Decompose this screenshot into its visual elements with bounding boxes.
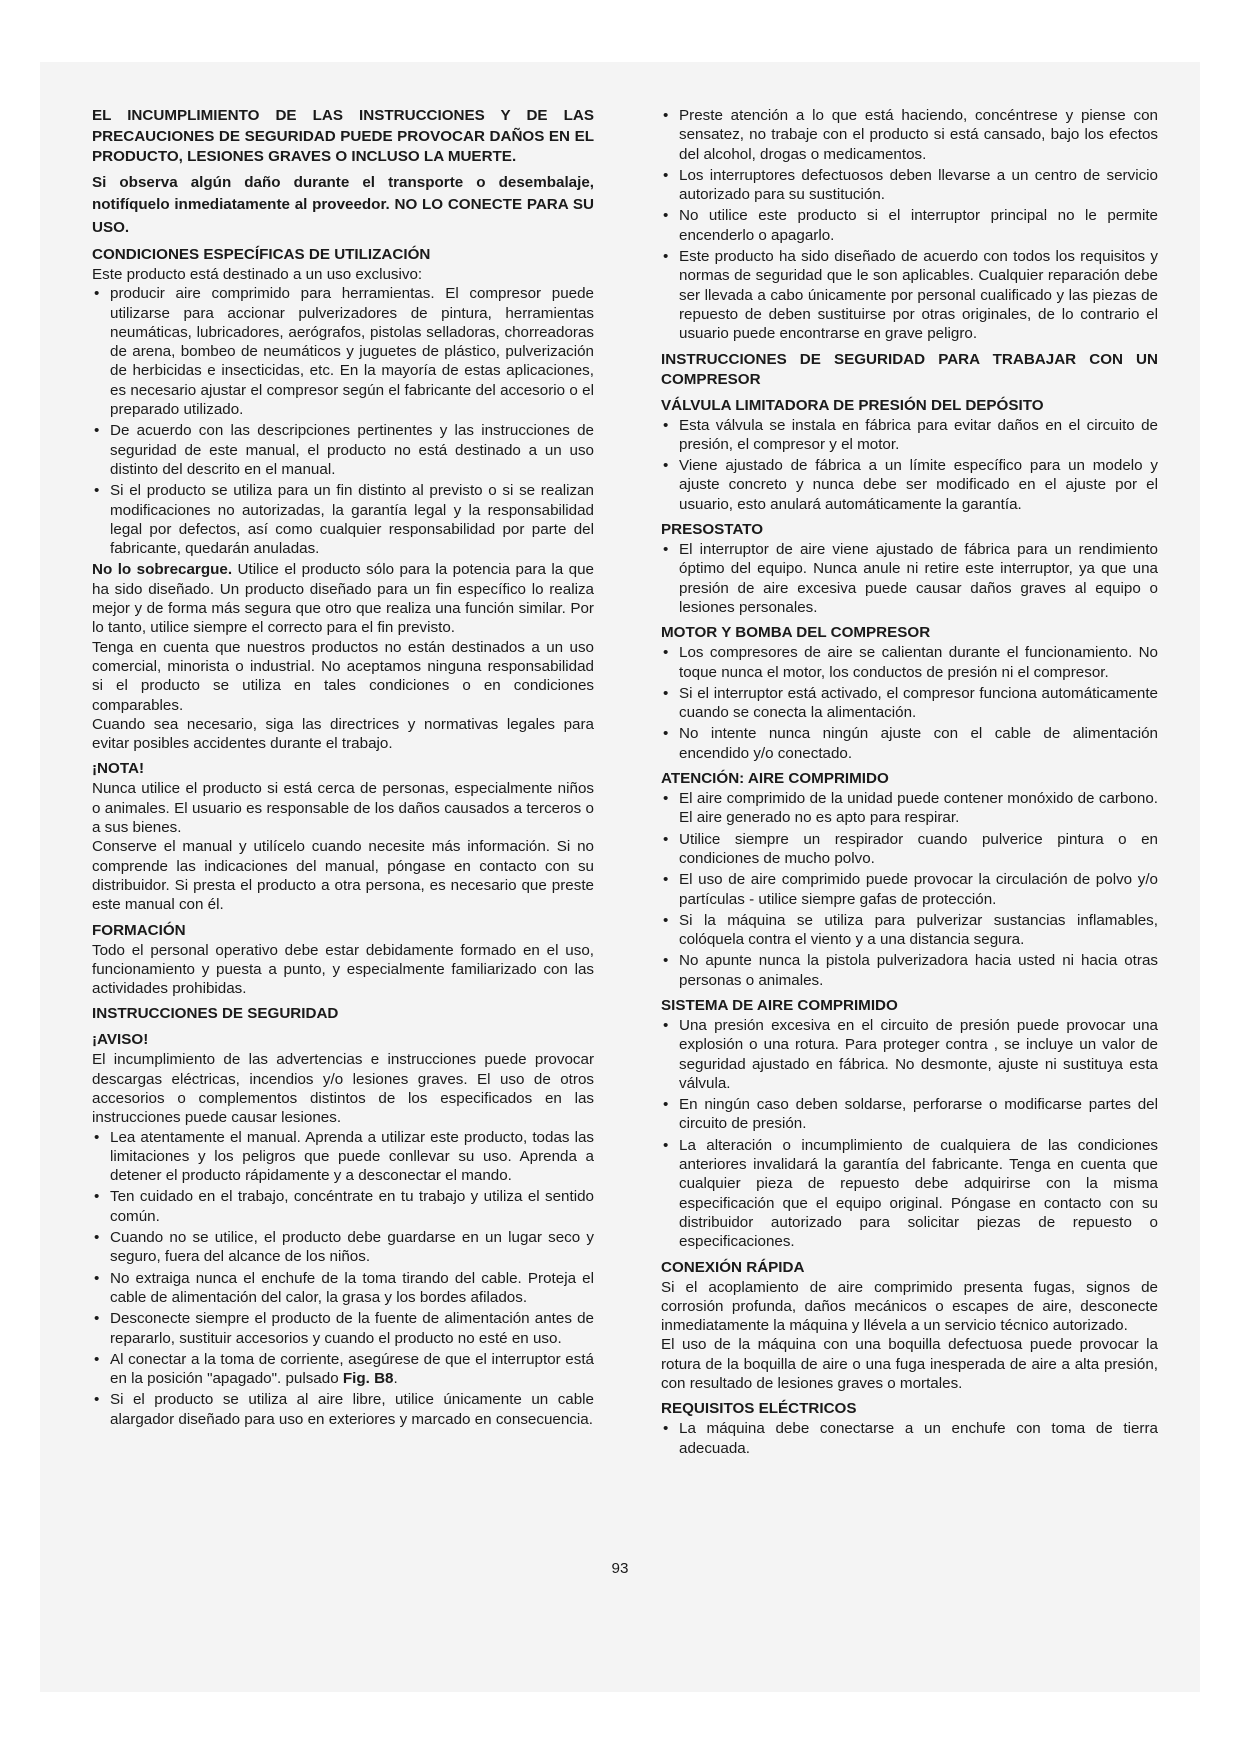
socket-text-end: . <box>393 1370 398 1388</box>
training-heading: FORMACIÓN <box>92 921 186 939</box>
conditions-heading: CONDICIONES ESPECÍFICAS DE UTILIZACIÓN <box>92 246 431 263</box>
motor-heading: MOTOR Y BOMBA DEL COMPRESOR <box>661 624 931 642</box>
safety-list <box>92 1128 594 1429</box>
warning-paragraph: El incumplimiento de las advertencias e instrucciones puede provocar descargas eléctricas, incendios y/o lesiones graves. El uso de otros accesorios o complementos distintos de los especificados en las instrucciones puede causar lesiones. <box>92 1051 594 1127</box>
list-item: • De acuerdo con las descripciones pertinentes y las instrucciones de seguridad de este manual, el producto no está destinado a un uso distinto del descrito en el manual. <box>92 421 594 479</box>
list-item: • El uso de aire comprimido puede provocar la circulación de polvo y/o partículas - utilice siempre gafas de protección. <box>661 870 1158 909</box>
list-item: • Una presión excesiva en el circuito de presión puede provocar una explosión o una rotura. Para proteger contra , se incluye un valor de seguridad ajustado en fábrica. No desmonte, ajuste ni sustituya esta válvula. <box>661 1016 1158 1093</box>
list-item: • Desconecte siempre el producto de la fuente de alimentación antes de repararlo, sustituir accesorios y cuando el producto no esté en uso. <box>92 1309 594 1348</box>
list-item: • El aire comprimido de la unidad puede contener monóxido de carbono. El aire generado no es apto para respirar. <box>661 789 1158 828</box>
list-item: • No intente nunca ningún ajuste con el cable de alimentación encendido y/o conectado. <box>661 724 1158 763</box>
left-column <box>92 106 594 1431</box>
note-paragraph-1: Nunca utilice el producto si está cerca de personas, especialmente niños o animales. El usuario es responsable de los daños causados a terceros o a sus bienes. <box>92 780 594 837</box>
commercial-paragraph: Tenga en cuenta que nuestros productos no están destinados a un uso comercial, minorista o industrial. No aceptamos ninguna responsabilidad si el producto se utiliza en tales condiciones o en condiciones comparables. <box>92 638 594 714</box>
list-item: • Utilice siempre un respirador cuando pulverice pintura o en condiciones de mucho polvo. <box>661 830 1158 869</box>
valve-heading: VÁLVULA LIMITADORA DE PRESIÓN DEL DEPÓSITO <box>661 396 1044 414</box>
list-item: • Cuando no se utilice, el producto debe guardarse en un lugar seco y seguro, fuera del alcance de los niños. <box>92 1228 594 1267</box>
list-item: • Lea atentamente el manual. Aprenda a utilizar este producto, todas las limitaciones y los peligros que puede conllevar su uso. Aprenda a detener el producto rápidamente y a desconectar el mando. <box>92 1128 594 1186</box>
list-item: • Si la máquina se utiliza para pulverizar sustancias inflamables, colóquela contra el viento y a una distancia segura. <box>661 911 1158 950</box>
electrical-heading: REQUISITOS ELÉCTRICOS <box>661 1400 857 1418</box>
right-column <box>661 106 1158 1460</box>
quick-paragraph-2: El uso de la máquina con una boquilla defectuosa puede provocar la rotura de la boquilla de aire o una fuga inesperada de aire a alta presión, con resultado de lesiones graves o mortales. <box>661 1336 1158 1393</box>
safety-heading: INSTRUCCIONES DE SEGURIDAD <box>92 1005 339 1023</box>
list-item: • Este producto ha sido diseñado de acuerdo con todos los requisitos y normas de seguridad que le son aplicables. Cualquier reparación debe ser llevada a cabo únicamente por personal cualificado y las piezas de repuesto de deben sustituirse por otras originales, de lo contrario el usuario puede encontrarse en grave peligro. <box>661 247 1158 343</box>
list-item: • Preste atención a lo que está haciendo, concéntrese y piense con sensatez, no trabaje con el producto si está cansado, bajo los efectos del alcohol, drogas o medicamentos. <box>661 106 1158 164</box>
attention-list <box>661 789 1158 990</box>
conditions-list <box>92 284 594 558</box>
note-heading: ¡NOTA! <box>92 760 145 778</box>
list-item: • Los interruptores defectuosos deben llevarse a un centro de servicio autorizado para su sustitución. <box>661 166 1158 205</box>
overload-paragraph <box>92 560 594 637</box>
list-item: • producir aire comprimido para herramientas. El compresor puede utilizarse para accionar pulverizadores de pintura, herramientas neumáticas, lubricadores, aerógrafos, pistolas selladoras, chorreadoras de arena, bombeo de neumáticos y juguetes de plástico, pulverización de herbicidas e insecticidas, etc. En la mayoría de estas aplicaciones, es necesario ajustar el compresor según el fabricante del accesorio o el preparado utilizado. <box>92 284 594 419</box>
list-item: • La máquina debe conectarse a un enchufe con toma de tierra adecuada. <box>661 1419 1158 1458</box>
electrical-list <box>661 1419 1158 1458</box>
top-list <box>661 106 1158 344</box>
page-number: 93 <box>611 1560 629 1577</box>
training-paragraph: Todo el personal operativo debe estar debidamente formado en el uso, funcionamiento y puesta a punto, y especialmente familiarizado con las actividades prohibidas. <box>92 941 594 998</box>
list-item: • No extraiga nunca el enchufe de la toma tirando del cable. Proteja el cable de alimentación del calor, la grasa y los bordes afilados. <box>92 1269 594 1308</box>
list-item: • Esta válvula se instala en fábrica para evitar daños en el circuito de presión, el compresor y el motor. <box>661 416 1158 455</box>
figure-reference: Fig. B8 <box>342 1370 394 1388</box>
list-item: • La alteración o incumplimiento de cualquiera de las condiciones anteriores invalidará la garantía del fabricante. Tenga en cuenta que cualquier pieza de repuesto debe adquirirse con la misma especificación que el equipo original. Póngase en contacto con su distribuidor autorizado para solicitar piezas de repuesto o especificaciones. <box>661 1136 1158 1252</box>
socket-text: Al conectar a la toma de corriente, asegúrese de que el interruptor está en la posición "apagado". pulsado <box>110 1350 594 1388</box>
warning-heading: EL INCUMPLIMIENTO DE LAS INSTRUCCIONES Y DE LAS PRECAUCIONES DE SEGURIDAD PUEDE PROVOCAR DAÑOS EN EL PRODUCTO, LESIONES GRAVES O INCLUSO LA MUERTE. <box>92 107 594 165</box>
compressor-heading: INSTRUCCIONES DE SEGURIDAD PARA TRABAJAR CON UN COMPRESOR <box>661 350 1158 388</box>
list-item <box>92 1350 594 1389</box>
quick-heading: CONEXIÓN RÁPIDA <box>661 1258 805 1276</box>
quick-paragraph-1: Si el acoplamiento de aire comprimido presenta fugas, signos de corrosión profunda, daños mecánicos o escapes de aire, desconecte inmediatamente la máquina y llévela a un servicio técnico autorizado. <box>661 1278 1158 1335</box>
list-item: • No utilice este producto si el interruptor principal no le permite encenderlo o apagarlo. <box>661 206 1158 245</box>
conditions-intro: Este producto está destinado a un uso exclusivo: <box>92 266 423 283</box>
overload-label: No lo sobrecargue. <box>92 561 233 579</box>
list-item: • Ten cuidado en el trabajo, concéntrate en tu trabajo y utiliza el sentido común. <box>92 1187 594 1226</box>
overload-text: Utilice el producto sólo para la potencia para la que ha sido diseñado. Un producto diseñado para un fin específico lo realiza mejor y de forma más segura que otro que realiza una función similar. Por lo tanto, utilice siempre el correcto para el fin previsto. <box>92 561 594 637</box>
motor-list <box>661 643 1158 763</box>
list-item: • Los compresores de aire se calientan durante el funcionamiento. No toque nunca el motor, los conductos de presión ni el compresor. <box>661 643 1158 682</box>
attention-heading: ATENCIÓN: AIRE COMPRIMIDO <box>661 770 889 788</box>
system-list <box>661 1016 1158 1252</box>
list-item: • En ningún caso deben soldarse, perforarse o modificarse partes del circuito de presión. <box>661 1095 1158 1134</box>
list-item: • Si el producto se utiliza para un fin distinto al previsto o si se realizan modificaciones no autorizadas, la garantía legal y la responsabilidad legal por defectos, así como cualquier responsabilidad por parte del fabricante, quedarán anuladas. <box>92 481 594 558</box>
list-item: • Si el interruptor está activado, el compresor funciona automáticamente cuando se conecta la alimentación. <box>661 684 1158 723</box>
list-item: • El interruptor de aire viene ajustado de fábrica para un rendimiento óptimo del equipo. Nunca anule ni retire este interruptor, ya que una presión de aire excesiva puede causar daños graves al equipo o lesiones personales. <box>661 540 1158 617</box>
system-heading: SISTEMA DE AIRE COMPRIMIDO <box>661 996 898 1014</box>
warning-label: ¡AVISO! <box>92 1031 149 1049</box>
list-item: • Viene ajustado de fábrica a un límite específico para un modelo y ajuste concreto y nunca debe ser modificado en el ajuste por el usuario, esto anulará automáticamente la garantía. <box>661 456 1158 514</box>
pressostat-heading: PRESOSTATO <box>661 521 764 539</box>
pressostat-list <box>661 540 1158 617</box>
damage-notice: Si observa algún daño durante el transporte o desembalaje, notifíquelo inmediatamente al proveedor. NO LO CONECTE PARA SU USO. <box>92 173 594 236</box>
note-paragraph-2: Conserve el manual y utilícelo cuando necesite más información. Si no comprende las indicaciones del manual, póngase en contacto con su distribuidor. Si presta el producto a otra persona, es necesario que preste este manual con él. <box>92 838 594 914</box>
valve-list <box>661 416 1158 514</box>
list-item: • Si el producto se utiliza al aire libre, utilice únicamente un cable alargador diseñado para uso en exteriores y marcado en consecuencia. <box>92 1390 594 1429</box>
legal-paragraph: Cuando sea necesario, siga las directrices y normativas legales para evitar posibles accidentes durante el trabajo. <box>92 715 594 753</box>
list-item: • No apunte nunca la pistola pulverizadora hacia usted ni hacia otras personas o animales. <box>661 951 1158 990</box>
